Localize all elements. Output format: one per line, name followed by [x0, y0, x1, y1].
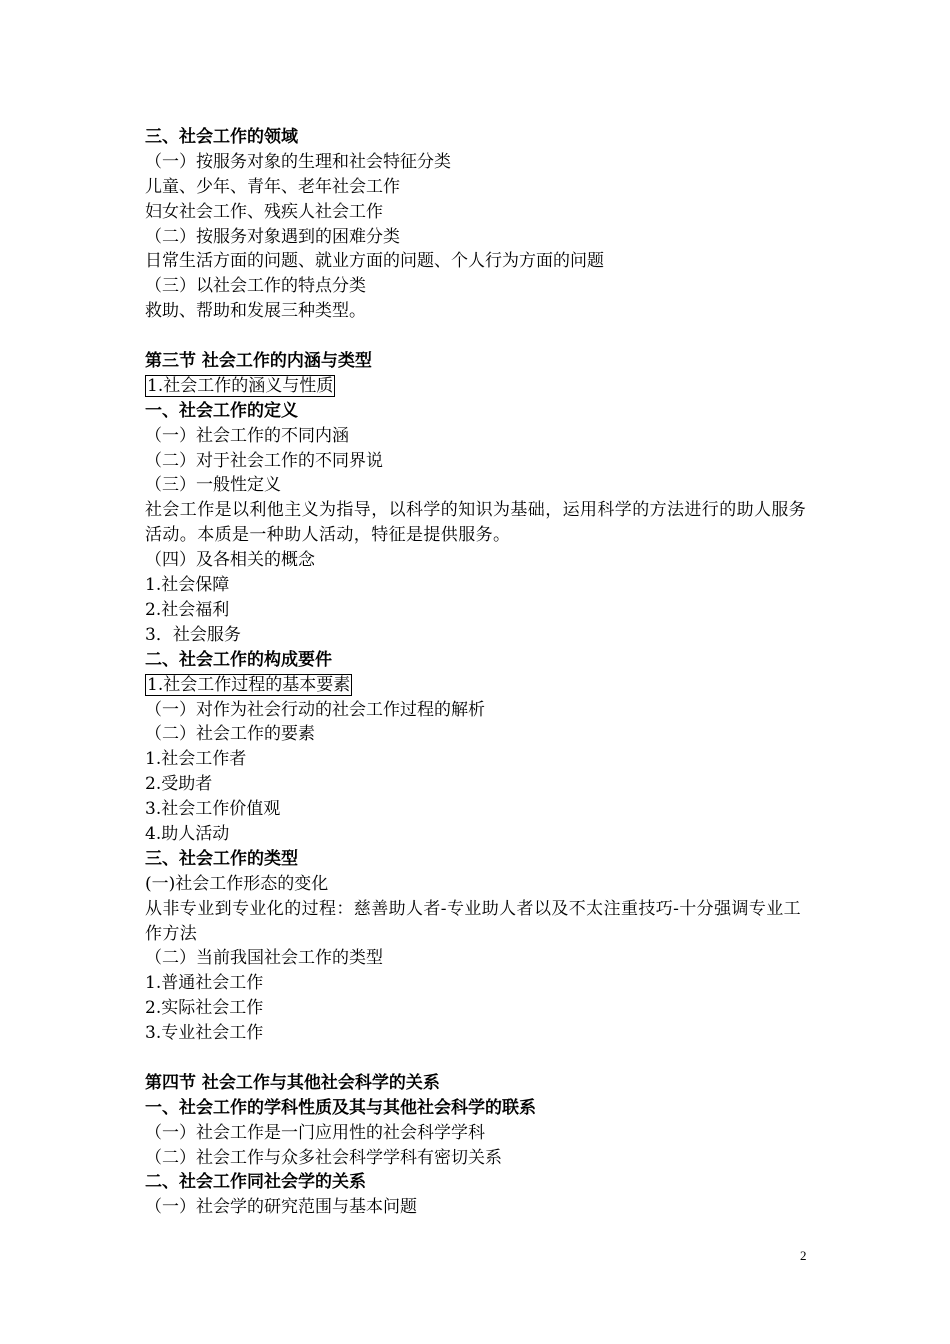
list-item: 3.专业社会工作 — [145, 1023, 264, 1044]
body-text: 妇女社会工作、残疾人社会工作 — [145, 201, 383, 222]
subsection-heading: （一）社会工作的不同内涵 — [145, 425, 349, 446]
body-paragraph: 从非专业到专业化的过程：慈善助人者-专业助人者以及不太注重技巧-十分强调专业工作方法 — [145, 898, 802, 944]
list-item: 1.社会保障 — [145, 575, 230, 596]
chapter-section-title: 第三节 社会工作的内涵与类型 — [145, 351, 372, 372]
list-item: 2.社会福利 — [145, 599, 230, 620]
chapter-section-title: 第四节 社会工作与其他社会科学的关系 — [145, 1072, 440, 1093]
document-body — [145, 125, 815, 1220]
body-text: 儿童、少年、青年、老年社会工作 — [145, 176, 400, 197]
section-heading: 二、社会工作的构成要件 — [145, 649, 332, 670]
list-item: 1.社会工作者 — [145, 749, 247, 770]
boxed-heading-wrapper — [145, 374, 815, 399]
body-paragraph: 社会工作是以利他主义为指导，以科学的知识为基础，运用科学的方法进行的助人服务活动。本质是一种助人活动，特征是提供服务。 — [145, 500, 807, 546]
list-item: 2.受助者 — [145, 774, 213, 795]
list-item: 2.实际社会工作 — [145, 998, 264, 1019]
subsection-heading: （二）社会工作的要素 — [145, 724, 315, 745]
subsection-heading: （一）对作为社会行动的社会工作过程的解析 — [145, 699, 485, 720]
section-heading: 一、社会工作的定义 — [145, 400, 298, 421]
subsection-heading: （二）当前我国社会工作的类型 — [145, 948, 383, 969]
subsection-heading: （二）社会工作与众多社会科学学科有密切关系 — [145, 1147, 502, 1168]
subsection-heading: （二）按服务对象遇到的困难分类 — [145, 226, 400, 247]
section-heading: 三、社会工作的类型 — [145, 848, 298, 869]
blank-line — [145, 1046, 815, 1071]
list-item: 3．社会服务 — [145, 624, 241, 645]
body-text: 日常生活方面的问题、就业方面的问题、个人行为方面的问题 — [145, 251, 604, 272]
subsection-heading: （二）对于社会工作的不同界说 — [145, 450, 383, 471]
body-text: 救助、帮助和发展三种类型。 — [145, 301, 366, 322]
subsection-heading: （一）按服务对象的生理和社会特征分类 — [145, 151, 451, 172]
boxed-heading: 1.社会工作的涵义与性质 — [147, 375, 334, 396]
section-heading: 三、社会工作的领域 — [145, 127, 298, 147]
section-heading: 二、社会工作同社会学的关系 — [145, 1172, 366, 1193]
subsection-heading: （三）一般性定义 — [145, 475, 281, 496]
subsection-heading: (一)社会工作形态的变化 — [145, 873, 329, 894]
boxed-heading: 1.社会工作过程的基本要素 — [147, 674, 351, 695]
page-number: 2 — [800, 1248, 807, 1263]
subsection-heading: （三）以社会工作的特点分类 — [145, 276, 366, 297]
list-item: 4.助人活动 — [145, 823, 230, 844]
section-heading: 一、社会工作的学科性质及其与其他社会科学的联系 — [145, 1097, 536, 1118]
subsection-heading: （一）社会工作是一门应用性的社会科学学科 — [145, 1122, 485, 1143]
boxed-heading-wrapper — [145, 673, 815, 698]
subsection-heading: （四）及各相关的概念 — [145, 550, 315, 571]
list-item: 1.普通社会工作 — [145, 973, 264, 994]
subsection-heading: （一）社会学的研究范围与基本问题 — [145, 1197, 417, 1218]
list-item: 3.社会工作价值观 — [145, 799, 281, 820]
blank-line — [145, 324, 815, 349]
